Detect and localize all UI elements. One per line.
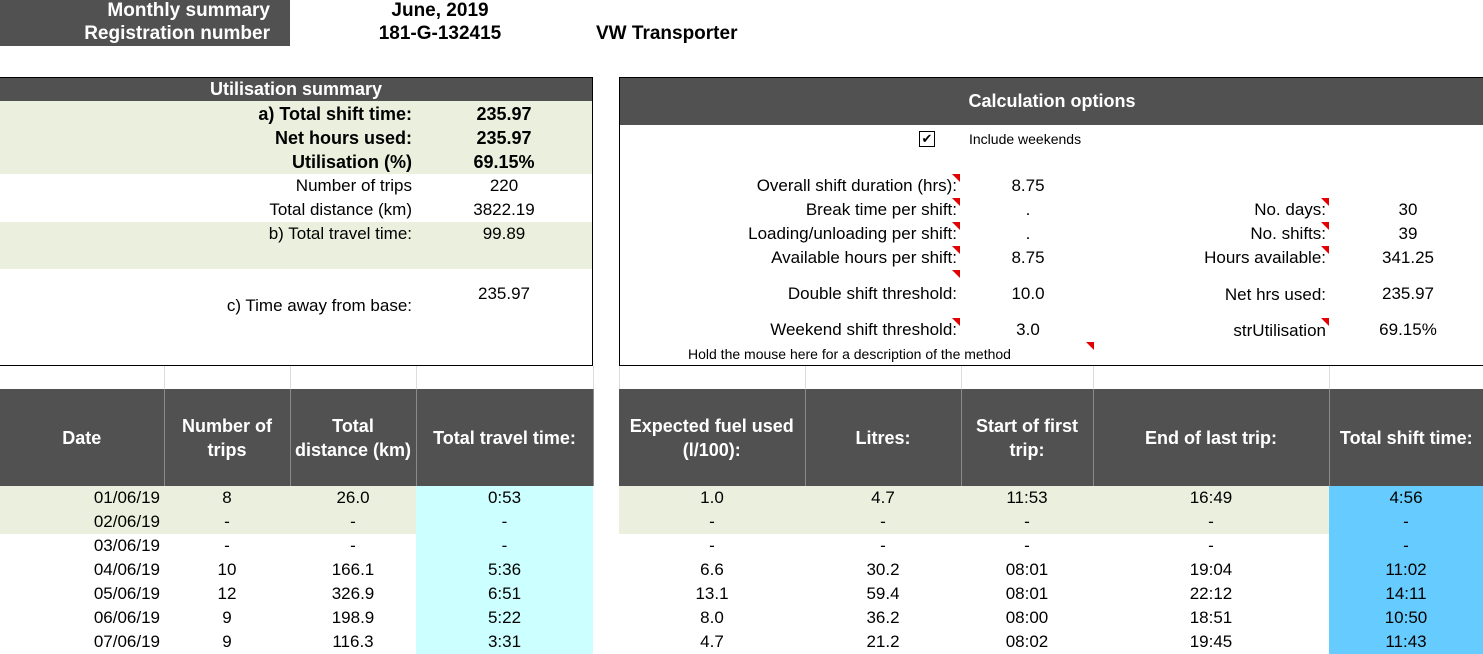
registration-value: 181-G-132415	[378, 23, 502, 44]
cell-end-last-trip[interactable]: -	[1093, 510, 1329, 534]
hours-available-value: 341.25	[1382, 248, 1434, 267]
gridline	[290, 366, 291, 389]
cell-travel-time[interactable]: 6:51	[416, 582, 593, 606]
header-label-block	[0, 0, 290, 46]
cell-date[interactable]: 04/06/19	[93, 560, 160, 579]
cell-distance[interactable]: 198.9	[331, 608, 375, 627]
cell-total-shift-time[interactable]: 4:56	[1329, 486, 1483, 510]
cell-expected-fuel[interactable]: -	[619, 510, 805, 534]
cell-total-shift-time[interactable]: -	[1329, 534, 1483, 558]
cell-gap	[593, 582, 619, 606]
cell-gap	[593, 534, 619, 558]
cell-distance[interactable]: 116.3	[332, 632, 374, 651]
comment-indicator-icon[interactable]	[952, 318, 960, 326]
cell-distance[interactable]: 326.9	[331, 584, 375, 603]
cell-litres[interactable]: -	[805, 510, 961, 534]
cell-expected-fuel[interactable]: 13.1	[695, 584, 729, 603]
cell-date[interactable]: 01/06/19	[0, 486, 164, 510]
number-of-trips-value: 220	[489, 176, 519, 195]
cell-start-first-trip[interactable]: 08:01	[1005, 560, 1049, 579]
cell-end-last-trip[interactable]: 19:04	[1189, 560, 1233, 579]
double-shift-threshold-value[interactable]: 10.0	[1011, 284, 1045, 303]
cell-end-last-trip[interactable]: 22:12	[1189, 584, 1233, 603]
table-row	[0, 534, 1483, 558]
cell-end-last-trip[interactable]: -	[1208, 536, 1214, 555]
no-days-value: 30	[1398, 200, 1418, 219]
column-header-travel-time[interactable]: Total travel time:	[416, 389, 593, 486]
cell-gap	[593, 558, 619, 582]
strutilisation-value: 69.15%	[1379, 320, 1437, 339]
column-header-distance[interactable]: Total distance (km)	[290, 389, 416, 486]
cell-litres[interactable]: 59.4	[866, 584, 900, 603]
net-hrs-used-label: Net hrs used:	[1224, 285, 1326, 304]
column-header-total-shift-time[interactable]: Total shift time:	[1329, 389, 1483, 486]
total-travel-time-value: 99.89	[482, 224, 526, 243]
table-row	[0, 630, 1483, 654]
weekend-shift-threshold-label: Weekend shift threshold:	[770, 320, 957, 339]
cell-litres[interactable]: -	[880, 536, 886, 555]
daily-data-table	[0, 389, 1483, 654]
gridline	[619, 366, 620, 389]
comment-indicator-icon[interactable]	[952, 174, 960, 182]
net-hours-label: Net hours used:	[274, 128, 412, 148]
cell-expected-fuel[interactable]: 8.0	[700, 608, 724, 627]
cell-travel-time[interactable]: 3:31	[416, 630, 593, 654]
net-hrs-used-value: 235.97	[1382, 284, 1434, 303]
cell-expected-fuel[interactable]: 4.7	[700, 632, 724, 651]
column-gap	[593, 389, 619, 486]
available-hours-label: Available hours per shift:	[771, 248, 957, 267]
column-header-end-last-trip[interactable]: End of last trip:	[1093, 389, 1329, 486]
cell-travel-time[interactable]: 5:36	[416, 558, 593, 582]
comment-indicator-icon[interactable]	[1086, 342, 1094, 350]
gridline	[416, 366, 417, 389]
cell-date[interactable]: 06/06/19	[93, 608, 160, 627]
cell-gap	[593, 630, 619, 654]
cell-expected-fuel[interactable]: 6.6	[700, 560, 724, 579]
gridline	[961, 366, 962, 389]
utilisation-pct-value: 69.15%	[473, 152, 535, 172]
comment-indicator-icon[interactable]	[952, 222, 960, 230]
cell-start-first-trip[interactable]: 08:00	[1005, 608, 1049, 627]
table-row	[0, 558, 1483, 582]
cell-total-shift-time[interactable]: 10:50	[1329, 606, 1483, 630]
time-away-label: c) Time away from base:	[226, 296, 412, 315]
cell-expected-fuel[interactable]: -	[709, 536, 715, 555]
utilisation-panel	[0, 77, 593, 366]
no-shifts-value: 39	[1398, 224, 1418, 243]
number-of-trips-label: Number of trips	[295, 176, 412, 195]
column-header-trips[interactable]: Number of trips	[164, 389, 290, 486]
comment-indicator-icon[interactable]	[1321, 246, 1329, 254]
cell-litres[interactable]: 30.2	[866, 560, 900, 579]
cell-gap	[593, 486, 619, 510]
hours-available-label: Hours available:	[1204, 248, 1326, 267]
loading-unloading-label: Loading/unloading per shift:	[748, 224, 957, 243]
total-distance-label: Total distance (km)	[269, 200, 412, 219]
total-shift-time-label: a) Total shift time:	[258, 104, 412, 124]
cell-distance[interactable]: -	[350, 536, 356, 555]
cell-start-first-trip[interactable]: 08:02	[1005, 632, 1049, 651]
gridline	[805, 366, 806, 389]
cell-start-first-trip[interactable]: 11:53	[961, 486, 1093, 510]
cell-start-first-trip[interactable]: 08:01	[1005, 584, 1049, 603]
table-row	[0, 510, 1483, 534]
cell-gap	[593, 510, 619, 534]
cell-trips[interactable]: -	[224, 536, 230, 555]
weekend-shift-threshold-value[interactable]: 3.0	[1016, 320, 1040, 339]
table-row	[0, 606, 1483, 630]
include-weekends-checkbox[interactable]: ✔	[919, 131, 935, 147]
table-row	[0, 582, 1483, 606]
cell-date[interactable]: 03/06/19	[93, 536, 160, 555]
calculation-title: Calculation options	[620, 78, 1483, 125]
no-days-label: No. days:	[1254, 200, 1326, 219]
strutilisation-label: strUtilisation	[1233, 321, 1326, 340]
cell-end-last-trip[interactable]: 16:49	[1093, 486, 1329, 510]
cell-total-shift-time[interactable]: 11:02	[1329, 558, 1483, 582]
break-time-value[interactable]: .	[1025, 200, 1031, 219]
no-shifts-label: No. shifts:	[1250, 224, 1326, 243]
double-shift-threshold-label: Double shift threshold:	[787, 284, 957, 303]
vehicle-name: VW Transporter	[596, 23, 738, 44]
column-header-start-first-trip[interactable]: Start of first trip:	[961, 389, 1093, 486]
monthly-summary-label: Monthly summary	[107, 0, 270, 21]
cell-total-shift-time[interactable]: -	[1329, 510, 1483, 534]
loading-unloading-value[interactable]: .	[1025, 224, 1031, 243]
cell-expected-fuel[interactable]: 1.0	[619, 486, 805, 510]
utilisation-title: Utilisation summary	[0, 78, 592, 101]
include-weekends-label: Include weekends	[969, 131, 1082, 147]
cell-end-last-trip[interactable]: 19:45	[1189, 632, 1233, 651]
method-description-hint[interactable]: Hold the mouse here for a description of the method	[688, 346, 1011, 362]
cell-distance[interactable]: 26.0	[290, 486, 416, 510]
cell-litres[interactable]: 21.2	[866, 632, 900, 651]
comment-indicator-icon[interactable]	[952, 198, 960, 206]
cell-trips[interactable]: 12	[217, 584, 237, 603]
calculation-panel	[619, 77, 1483, 366]
column-header-expected-fuel[interactable]: Expected fuel used (l/100):	[619, 389, 805, 486]
cell-distance[interactable]: 166.1	[331, 560, 375, 579]
cell-end-last-trip[interactable]: 18:51	[1189, 608, 1233, 627]
utilisation-pct-label: Utilisation (%)	[292, 152, 412, 172]
break-time-label: Break time per shift:	[805, 200, 957, 219]
cell-total-shift-time[interactable]: 14:11	[1329, 582, 1483, 606]
available-hours-value: 8.75	[1011, 248, 1045, 267]
total-distance-value: 3822.19	[473, 200, 535, 219]
gridline	[1329, 366, 1330, 389]
cell-distance[interactable]: -	[290, 510, 416, 534]
comment-indicator-icon[interactable]	[952, 246, 960, 254]
cell-start-first-trip[interactable]: -	[1024, 536, 1030, 555]
month-value: June, 2019	[391, 0, 489, 21]
cell-trips[interactable]: -	[164, 510, 290, 534]
time-away-value: 235.97	[478, 284, 530, 303]
total-travel-time-label: b) Total travel time:	[268, 224, 412, 243]
cell-trips[interactable]: 9	[222, 632, 232, 651]
comment-indicator-icon[interactable]	[952, 270, 960, 278]
total-shift-time-value: 235.97	[476, 104, 532, 124]
cell-travel-time[interactable]: -	[416, 534, 593, 558]
gridline	[164, 366, 165, 389]
comment-indicator-icon[interactable]	[1321, 318, 1329, 326]
cell-trips[interactable]: 8	[164, 486, 290, 510]
cell-gap	[593, 606, 619, 630]
cell-trips[interactable]: 10	[217, 560, 237, 579]
cell-trips[interactable]: 9	[222, 608, 232, 627]
column-header-litres[interactable]: Litres:	[805, 389, 961, 486]
cell-litres[interactable]: 4.7	[805, 486, 961, 510]
cell-date[interactable]: 05/06/19	[93, 584, 160, 603]
overall-shift-duration-value[interactable]: 8.75	[1011, 176, 1045, 195]
registration-label: Registration number	[84, 23, 270, 44]
table-row	[0, 486, 1483, 510]
column-header-date[interactable]: Date	[0, 389, 164, 486]
gridline	[593, 366, 594, 389]
cell-travel-time[interactable]: 5:22	[416, 606, 593, 630]
comment-indicator-icon[interactable]	[1321, 198, 1329, 206]
overall-shift-duration-label: Overall shift duration (hrs):	[756, 176, 957, 195]
cell-date[interactable]: 02/06/19	[0, 510, 164, 534]
cell-date[interactable]: 07/06/19	[93, 632, 160, 651]
cell-litres[interactable]: 36.2	[866, 608, 900, 627]
gridline	[1093, 366, 1094, 389]
cell-travel-time[interactable]: -	[416, 510, 593, 534]
net-hours-value: 235.97	[476, 128, 532, 148]
cell-start-first-trip[interactable]: -	[961, 510, 1093, 534]
cell-travel-time[interactable]: 0:53	[416, 486, 593, 510]
cell-total-shift-time[interactable]: 11:43	[1329, 630, 1483, 654]
comment-indicator-icon[interactable]	[1321, 222, 1329, 230]
